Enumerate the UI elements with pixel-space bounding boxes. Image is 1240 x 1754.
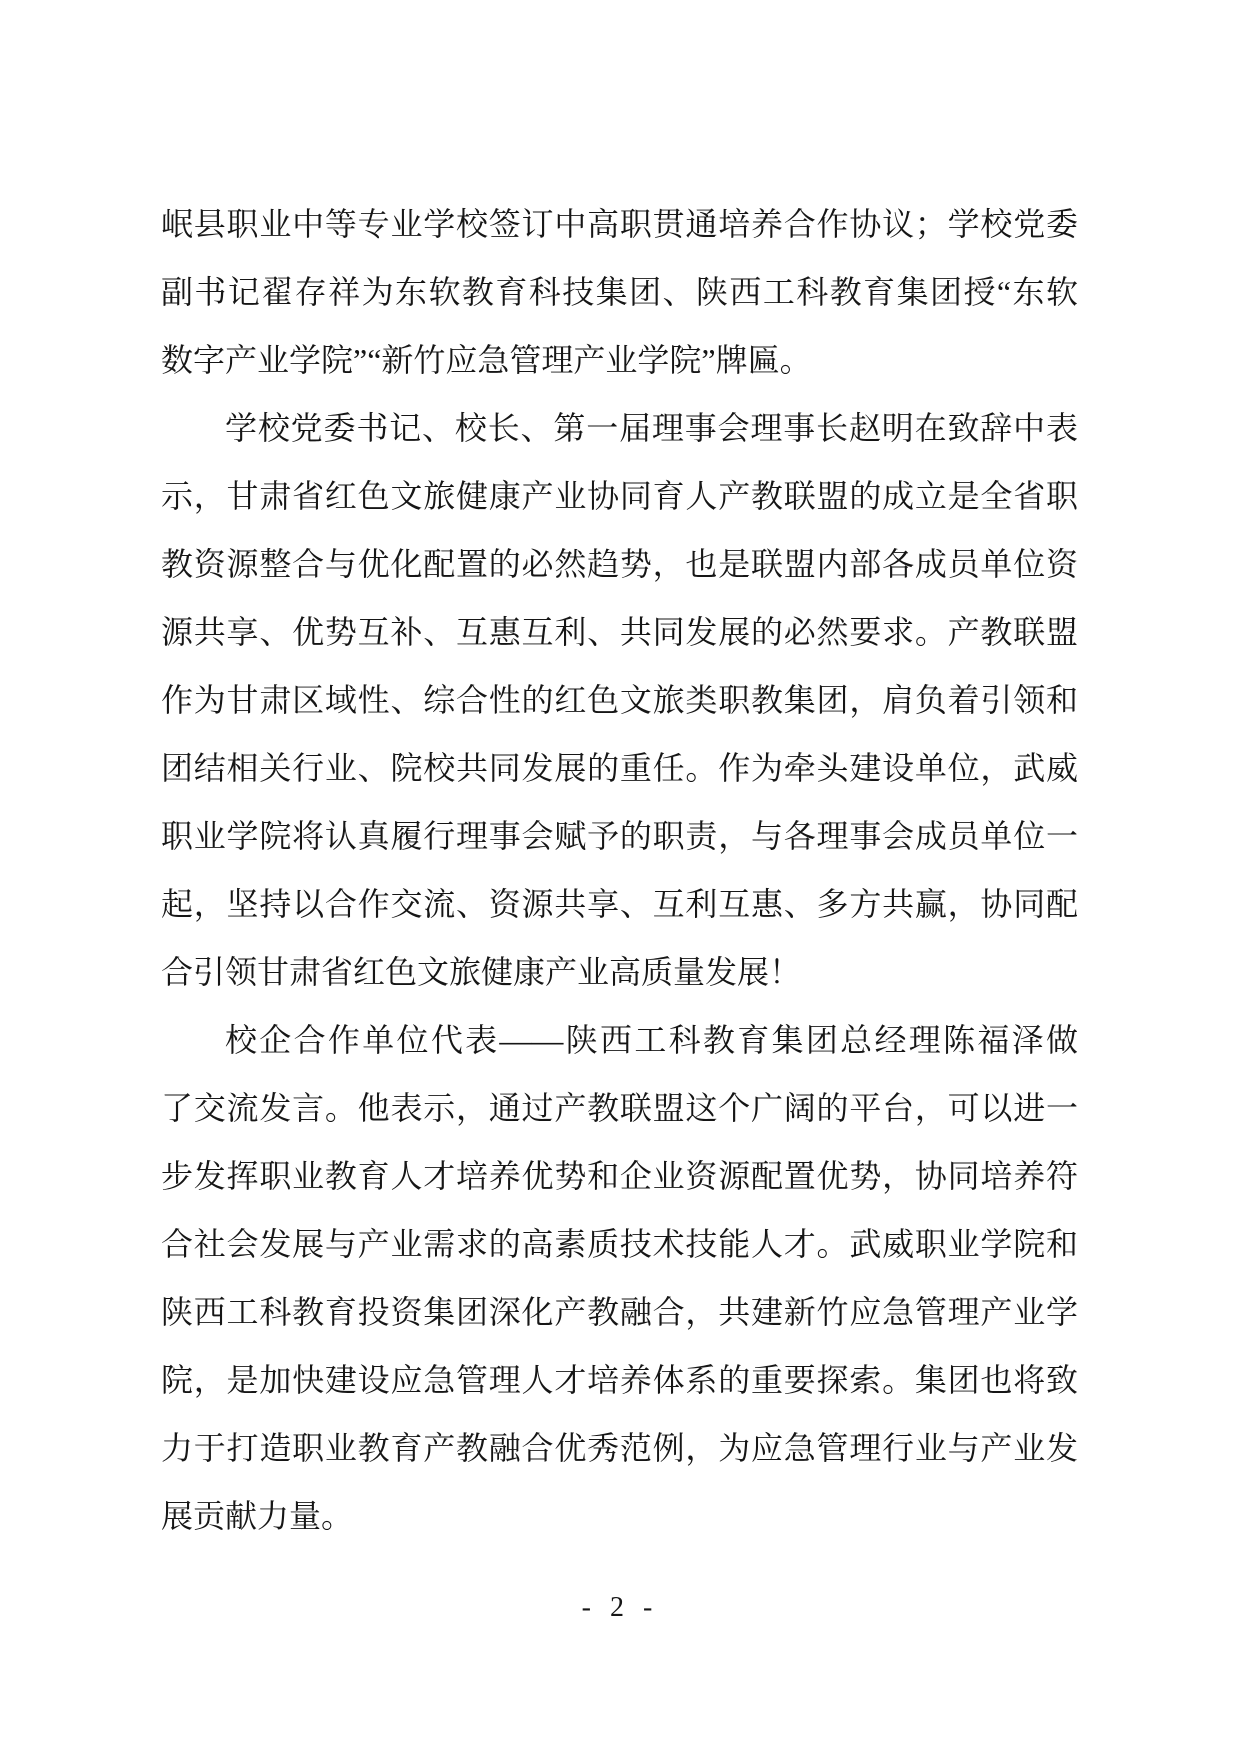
paragraph <box>161 394 1078 1006</box>
text-line: 展贡献力量。 <box>161 1498 354 1534</box>
text-line: 陕西工科教育投资集团深化产教融合，共建新竹应急管理产业学 <box>161 1294 1078 1330</box>
text-line: 校企合作单位代表——陕西工科教育集团总经理陈福泽做 <box>225 1022 1078 1058</box>
paragraph <box>161 190 1078 394</box>
text-line: 教资源整合与优化配置的必然趋势，也是联盟内部各成员单位资 <box>161 546 1078 582</box>
text-line: 合社会发展与产业需求的高素质技术技能人才。武威职业学院和 <box>161 1226 1078 1262</box>
text-line: 示，甘肃省红色文旅健康产业协同育人产教联盟的成立是全省职 <box>161 478 1078 514</box>
text-line: 起，坚持以合作交流、资源共享、互利互惠、多方共赢，协同配 <box>161 886 1078 922</box>
text-line: 副书记翟存祥为东软教育科技集团、陕西工科教育集团授“东软 <box>161 274 1078 310</box>
text-line: 学校党委书记、校长、第一届理事会理事长赵明在致辞中表 <box>225 410 1078 446</box>
text-block <box>161 190 1078 1550</box>
text-line: 力于打造职业教育产教融合优秀范例，为应急管理行业与产业发 <box>161 1430 1078 1466</box>
text-line: 院，是加快建设应急管理人才培养体系的重要探索。集团也将致 <box>161 1362 1078 1398</box>
text-line: 合引领甘肃省红色文旅健康产业高质量发展！ <box>161 954 802 990</box>
paragraph <box>161 1006 1078 1550</box>
text-line: 团结相关行业、院校共同发展的重任。作为牵头建设单位，武威 <box>161 750 1078 786</box>
text-line: 源共享、优势互补、互惠互利、共同发展的必然要求。产教联盟 <box>161 614 1078 650</box>
page-number: - 2 - <box>581 1592 659 1623</box>
text-line: 岷县职业中等专业学校签订中高职贯通培养合作协议；学校党委 <box>161 206 1078 242</box>
text-line: 了交流发言。他表示，通过产教联盟这个广阔的平台，可以进一 <box>161 1090 1078 1126</box>
text-line: 作为甘肃区域性、综合性的红色文旅类职教集团，肩负着引领和 <box>161 682 1078 718</box>
text-line: 职业学院将认真履行理事会赋予的职责，与各理事会成员单位一 <box>161 818 1078 854</box>
text-line: 数字产业学院”“新竹应急管理产业学院”牌匾。 <box>161 342 812 378</box>
text-line: 步发挥职业教育人才培养优势和企业资源配置优势，协同培养符 <box>161 1158 1078 1194</box>
